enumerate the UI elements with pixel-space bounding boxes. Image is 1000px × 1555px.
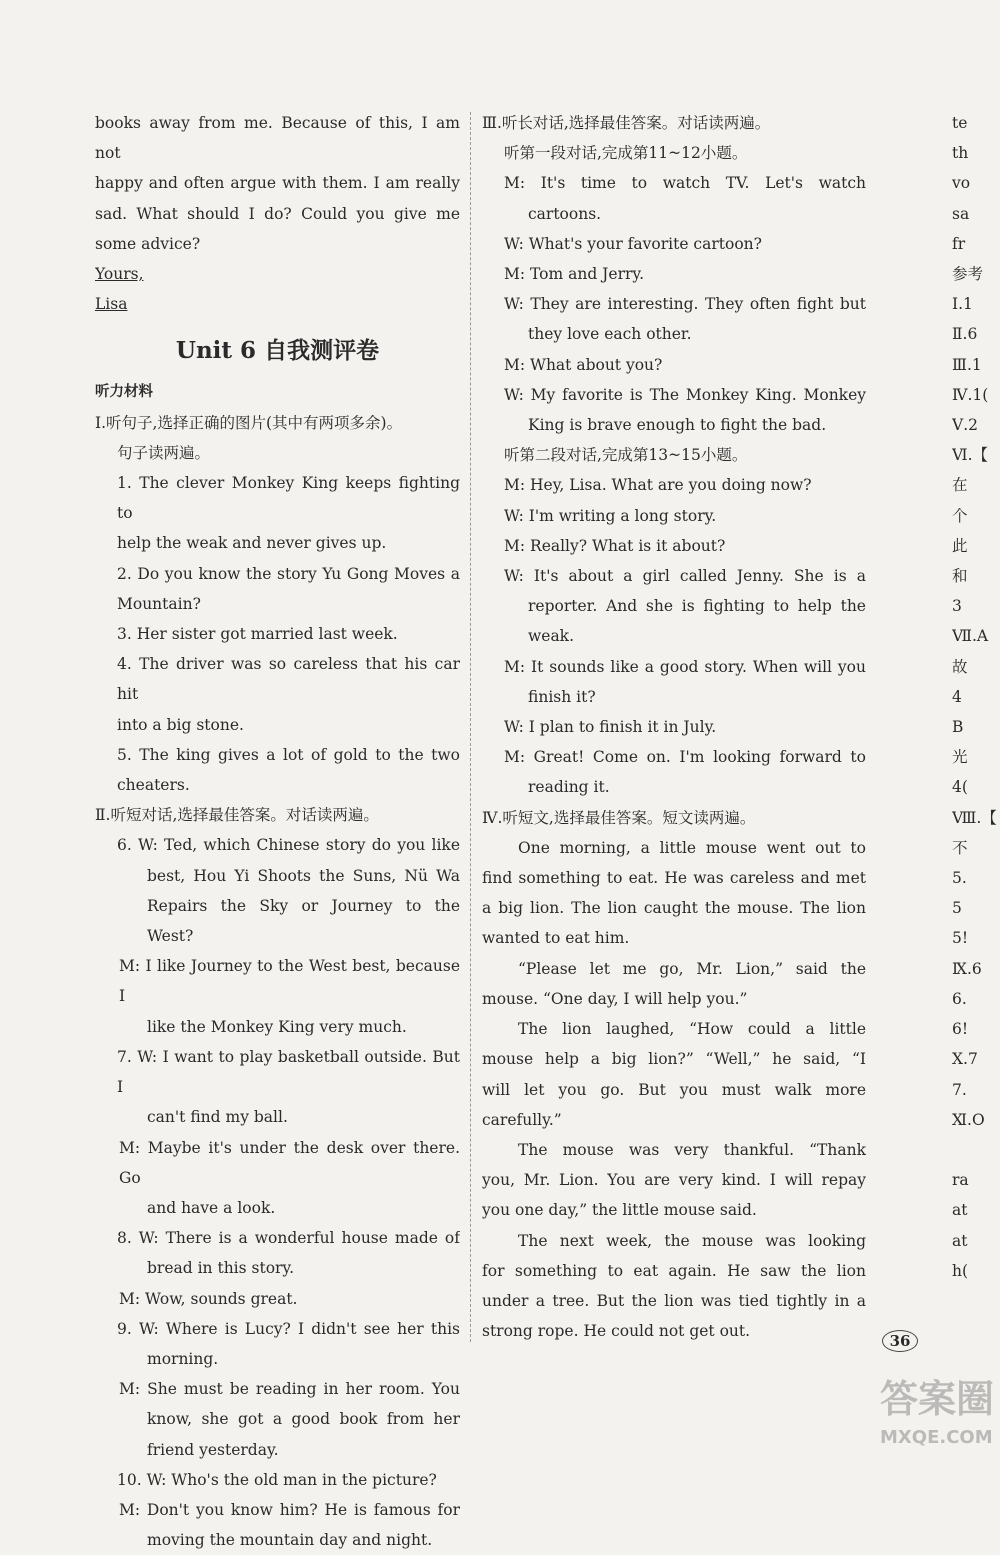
- right-column-fragments: [952, 108, 1000, 1286]
- right-fragment: B: [952, 718, 964, 737]
- dialog-line: weak.: [528, 627, 575, 646]
- section-2-items: [95, 830, 460, 1555]
- right-fragment: 和: [952, 567, 968, 586]
- passage-line: “Please let me go, Mr. Lion,” said the: [518, 959, 866, 978]
- dialog-line: can't find my ball.: [147, 1108, 288, 1127]
- right-fragment: sa: [952, 204, 970, 223]
- section-3-sub2: 听第二段对话,完成第13~15小题。: [504, 446, 748, 465]
- right-fragment: 光: [952, 748, 968, 767]
- passage-line: under a tree. But the lion was tied tightly in a: [482, 1291, 866, 1310]
- dialog-line: W: I'm writing a long story.: [504, 506, 717, 525]
- right-fragment: 4(: [952, 778, 968, 797]
- dialog-line: M: Wow, sounds great.: [119, 1289, 298, 1308]
- right-fragment: Ⅵ.【: [952, 446, 989, 465]
- dialog-line: M: Really? What is it about?: [504, 536, 726, 555]
- right-fragment: fr: [952, 234, 966, 253]
- dialog-line: King is brave enough to fight the bad.: [528, 416, 827, 435]
- dialog-line: West?: [147, 927, 194, 946]
- passage-line: find something to eat. He was careless and met: [482, 869, 866, 888]
- right-fragment: vo: [952, 174, 971, 193]
- right-fragment: Ⅲ.1: [952, 355, 982, 374]
- dialog-line: they love each other.: [528, 325, 692, 344]
- page-number: 36: [882, 1330, 918, 1352]
- passage-line: will let you go. But you must walk more: [482, 1080, 866, 1099]
- right-fragment: 5.: [952, 869, 967, 888]
- section-1-items: [95, 468, 460, 800]
- right-fragment: 个: [952, 506, 968, 525]
- dialog-1: [482, 168, 866, 440]
- dialog-line: 8. W: There is a wonderful house made of: [117, 1229, 460, 1248]
- letter-text: [95, 108, 460, 259]
- left-column: [95, 108, 460, 1555]
- section-3-heading: Ⅲ.听长对话,选择最佳答案。对话读两遍。: [482, 114, 771, 132]
- dialog-line: M: Hey, Lisa. What are you doing now?: [504, 476, 812, 495]
- letter-line: books away from me. Because of this, I am not: [95, 114, 460, 163]
- right-gutter: [925, 112, 926, 1342]
- right-fragment: h(: [952, 1261, 969, 1280]
- right-fragment: 6.: [952, 989, 967, 1008]
- dialog-line: 9. W: Where is Lucy? I didn't see her this: [117, 1319, 460, 1338]
- dialog-line: M: Tom and Jerry.: [504, 265, 645, 284]
- dialog-line: M: Great! Come on. I'm looking forward to: [504, 748, 866, 767]
- sentence-line: help the weak and never gives up.: [117, 534, 387, 553]
- right-fragment: Ⅶ.A: [952, 627, 989, 646]
- dialog-line: M: It's time to watch TV. Let's watch: [504, 174, 866, 193]
- dialog-line: W: They are interesting. They often fight but: [504, 295, 866, 314]
- dialog-line: M: Don't you know him? He is famous for: [119, 1500, 460, 1519]
- dialog-line: bread in this story.: [147, 1259, 295, 1278]
- dialog-line: W: I plan to finish it in July.: [504, 718, 717, 737]
- section-2-heading: Ⅱ.听短对话,选择最佳答案。对话读两遍。: [95, 806, 379, 825]
- dialog-line: M: Maybe it's under the desk over there. Go: [119, 1138, 460, 1187]
- section-3-sub1: 听第一段对话,完成第11~12小题。: [504, 144, 748, 163]
- passage-line: mouse help a big lion?” “Well,” he said, “I: [482, 1050, 866, 1069]
- right-fragment: 不: [952, 838, 968, 857]
- letter-line: happy and often argue with them. I am really: [95, 174, 460, 193]
- passage-line: The mouse was very thankful. “Thank: [518, 1140, 866, 1159]
- dialog-line: W: What's your favorite cartoon?: [504, 234, 762, 253]
- passage-line: carefully.”: [482, 1110, 562, 1129]
- passage-line: mouse. “One day, I will help you.”: [482, 989, 748, 1008]
- right-fragment: Ⅱ.6: [952, 325, 978, 344]
- passage-line: you, Mr. Lion. You are very kind. I will repay: [482, 1171, 866, 1190]
- right-fragment: Ⅰ.1: [952, 295, 973, 314]
- right-fragment: th: [952, 144, 969, 163]
- sentence-line: into a big stone.: [117, 715, 244, 734]
- right-fragment: te: [952, 114, 968, 132]
- letter-line: sad. What should I do? Could you give me: [95, 204, 460, 223]
- right-fragment: 参考: [952, 265, 984, 284]
- dialog-line: W: My favorite is The Monkey King. Monkey: [504, 385, 866, 404]
- passage: [482, 833, 866, 1346]
- right-fragment: Ⅺ.O: [952, 1110, 985, 1129]
- passage-line: for something to eat again. He saw the lion: [482, 1261, 866, 1280]
- section-1-heading-cont: 句子读两遍。: [117, 443, 211, 462]
- dialog-line: W: It's about a girl called Jenny. She is a: [504, 567, 866, 586]
- right-fragment: Ⅷ.【: [952, 808, 997, 827]
- dialog-line: best, Hou Yi Shoots the Suns, Nü Wa: [147, 866, 460, 885]
- dialog-line: and have a look.: [147, 1198, 276, 1217]
- sentence-line: cheaters.: [117, 776, 190, 795]
- dialog-line: M: I like Journey to the West best, because I: [119, 957, 460, 1006]
- watermark-logo-text: 答案圈: [880, 1377, 995, 1421]
- right-fragment: 在: [952, 476, 968, 495]
- sentence-line: 1. The clever Monkey King keeps fighting to: [117, 474, 460, 523]
- passage-line: you one day,” the little mouse said.: [482, 1201, 757, 1220]
- right-fragment: at: [952, 1231, 968, 1250]
- dialog-line: Repairs the Sky or Journey to the: [147, 896, 460, 915]
- right-fragment: [952, 1135, 1000, 1165]
- dialog-line: moving the mountain day and night.: [147, 1531, 433, 1550]
- letter-signature: Lisa: [95, 295, 128, 314]
- middle-column: [482, 108, 866, 1346]
- dialog-line: morning.: [147, 1349, 219, 1368]
- right-fragment: 此: [952, 536, 968, 555]
- right-fragment: Ⅹ.7: [952, 1050, 978, 1069]
- sentence-line: 5. The king gives a lot of gold to the two: [117, 745, 460, 764]
- dialog-line: friend yesterday.: [147, 1440, 279, 1459]
- right-fragment: 6!: [952, 1020, 969, 1039]
- dialog-2: [482, 470, 866, 802]
- sentence-line: Mountain?: [117, 594, 201, 613]
- sentence-line: 3. Her sister got married last week.: [117, 625, 398, 644]
- dialog-line: 7. W: I want to play basketball outside. But I: [117, 1047, 460, 1097]
- dialog-line: M: She must be reading in her room. You: [119, 1380, 460, 1399]
- dialog-line: finish it?: [528, 687, 596, 706]
- dialog-line: M: What about you?: [504, 355, 663, 374]
- passage-line: wanted to eat him.: [482, 929, 630, 948]
- right-fragment: at: [952, 1201, 968, 1220]
- letter-line: some advice?: [95, 234, 201, 253]
- right-fragment: 故: [952, 657, 968, 676]
- section-heading: 听力材料: [95, 383, 153, 401]
- right-fragment: ra: [952, 1171, 969, 1190]
- section-1-heading: Ⅰ.听句子,选择正确的图片(其中有两项多余)。: [95, 413, 403, 432]
- sentence-line: 2. Do you know the story Yu Gong Moves a: [117, 564, 460, 583]
- dialog-line: reading it.: [528, 778, 610, 797]
- dialog-line: know, she got a good book from her: [147, 1410, 460, 1429]
- sentence-line: 4. The driver was so careless that his car hit: [117, 655, 460, 704]
- right-fragment: Ⅸ.6: [952, 959, 982, 978]
- dialog-line: reporter. And she is fighting to help the: [528, 597, 866, 616]
- passage-line: The next week, the mouse was looking: [518, 1231, 866, 1250]
- right-fragment: 4: [952, 687, 962, 706]
- passage-line: One morning, a little mouse went out to: [518, 838, 866, 857]
- watermark-logo: [880, 1372, 1000, 1468]
- column-divider: [470, 112, 471, 1342]
- passage-line: strong rope. He could not get out.: [482, 1322, 751, 1341]
- dialog-line: 10. W: Who's the old man in the picture?: [117, 1470, 437, 1489]
- passage-line: a big lion. The lion caught the mouse. The lion: [482, 899, 866, 918]
- right-fragment: 7.: [952, 1080, 967, 1099]
- right-fragment: 5: [952, 899, 962, 918]
- right-fragment: Ⅳ.1(: [952, 385, 989, 404]
- right-fragment: 5!: [952, 929, 969, 948]
- right-fragment: Ⅴ.2: [952, 416, 978, 435]
- page-title: Unit 6 自我测评卷: [175, 337, 380, 365]
- watermark-site: MXQE.COM: [880, 1427, 993, 1448]
- right-fragment: 3: [952, 597, 962, 616]
- passage-line: The lion laughed, “How could a little: [518, 1020, 866, 1039]
- dialog-line: cartoons.: [528, 204, 602, 223]
- dialog-line: like the Monkey King very much.: [147, 1017, 407, 1036]
- letter-closing: Yours,: [95, 265, 144, 284]
- dialog-line: 6. W: Ted, which Chinese story do you like: [117, 836, 460, 855]
- section-4-heading: Ⅳ.听短文,选择最佳答案。短文读两遍。: [482, 808, 756, 827]
- dialog-line: M: It sounds like a good story. When will you: [504, 657, 866, 676]
